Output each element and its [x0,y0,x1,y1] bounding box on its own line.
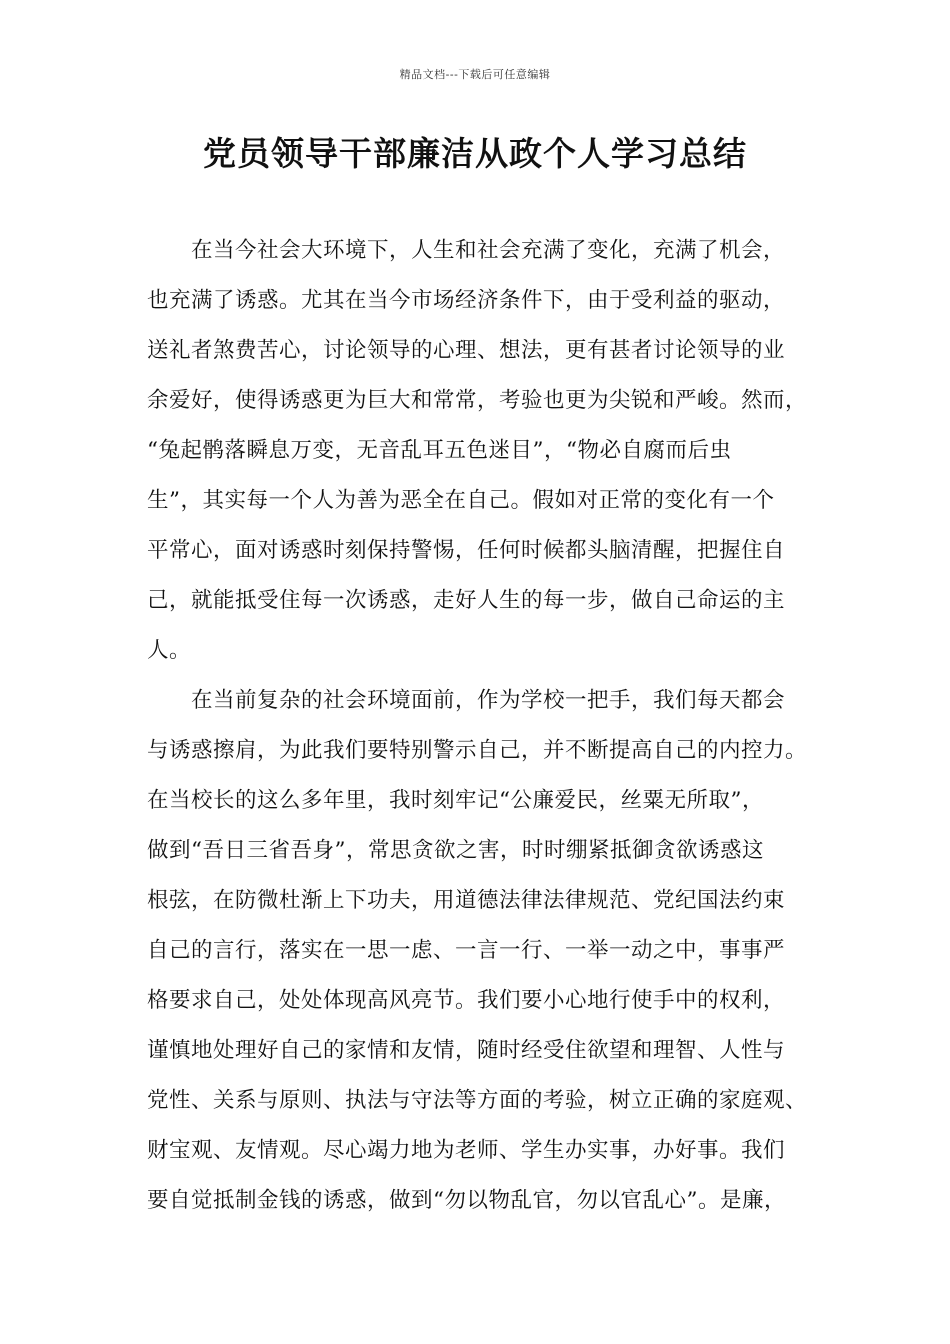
text-line: 人。 [147,638,192,663]
text-line: 己，就能抵受住每一次诱惑，走好人生的每一步，做自己命运的主 [147,588,786,613]
text-line: 也充满了诱惑。尤其在当今市场经济条件下，由于受利益的驱动， [147,288,786,313]
text-line: 余爱好，使得诱惑更为巨大和常常，考验也更为尖锐和严峻。然而， [147,388,808,413]
text-line: 根弦，在防微杜渐上下功夫，用道德法律法律规范、党纪国法约束 [147,888,786,913]
text-line: 谨慎地处理好自己的家情和友情，随时经受住欲望和理智、人性与 [147,1038,786,1063]
text-line: 生”，其实每一个人为善为恶全在自己。假如对正常的变化有一个 [147,488,775,513]
document-title: 党员领导干部廉洁从政个人学习总结 [203,134,747,173]
text-line: 做到“吾日三省吾身”，常思贪欲之害，时时绷紧抵御贪欲诱惑这 [147,838,764,863]
text-line: 要自觉抵制金钱的诱惑，做到“勿以物乱官，勿以官乱心”。是廉， [147,1188,786,1213]
text-line: 财宝观、友情观。尽心竭力地为老师、学生办实事，办好事。我们 [147,1138,786,1163]
text-line: 格要求自己，处处体现高风亮节。我们要小心地行使手中的权利， [147,988,786,1013]
header-note: 精品文档---下载后可任意编辑 [399,68,551,81]
text-line: 平常心，面对诱惑时刻保持警惕，任何时候都头脑清醒，把握住自 [147,538,786,563]
text-line: 在当校长的这么多年里，我时刻牢记“公廉爱民，丝粟无所取”， [147,788,764,813]
text-line: 送礼者煞费苦心，讨论领导的心理、想法，更有甚者讨论领导的业 [147,338,786,363]
text-line: “兔起鹘落瞬息万变，无音乱耳五色迷目”，“物必自腐而后虫 [147,438,732,463]
text-line: 与诱惑擦肩，为此我们要特别警示自己，并不断提高自己的内控力。 [147,738,808,763]
paragraph [147,226,827,676]
text-line: 党性、关系与原则、执法与守法等方面的考验，树立正确的家庭观、 [147,1088,808,1113]
document-body [147,226,827,1226]
text-line: 在当前复杂的社会环境面前，作为学校一把手，我们每天都会 [191,688,786,713]
text-line: 在当今社会大环境下，人生和社会充满了变化，充满了机会， [191,238,786,263]
text-line: 自己的言行，落实在一思一虑、一言一行、一举一动之中，事事严 [147,938,786,963]
paragraph [147,676,827,1226]
